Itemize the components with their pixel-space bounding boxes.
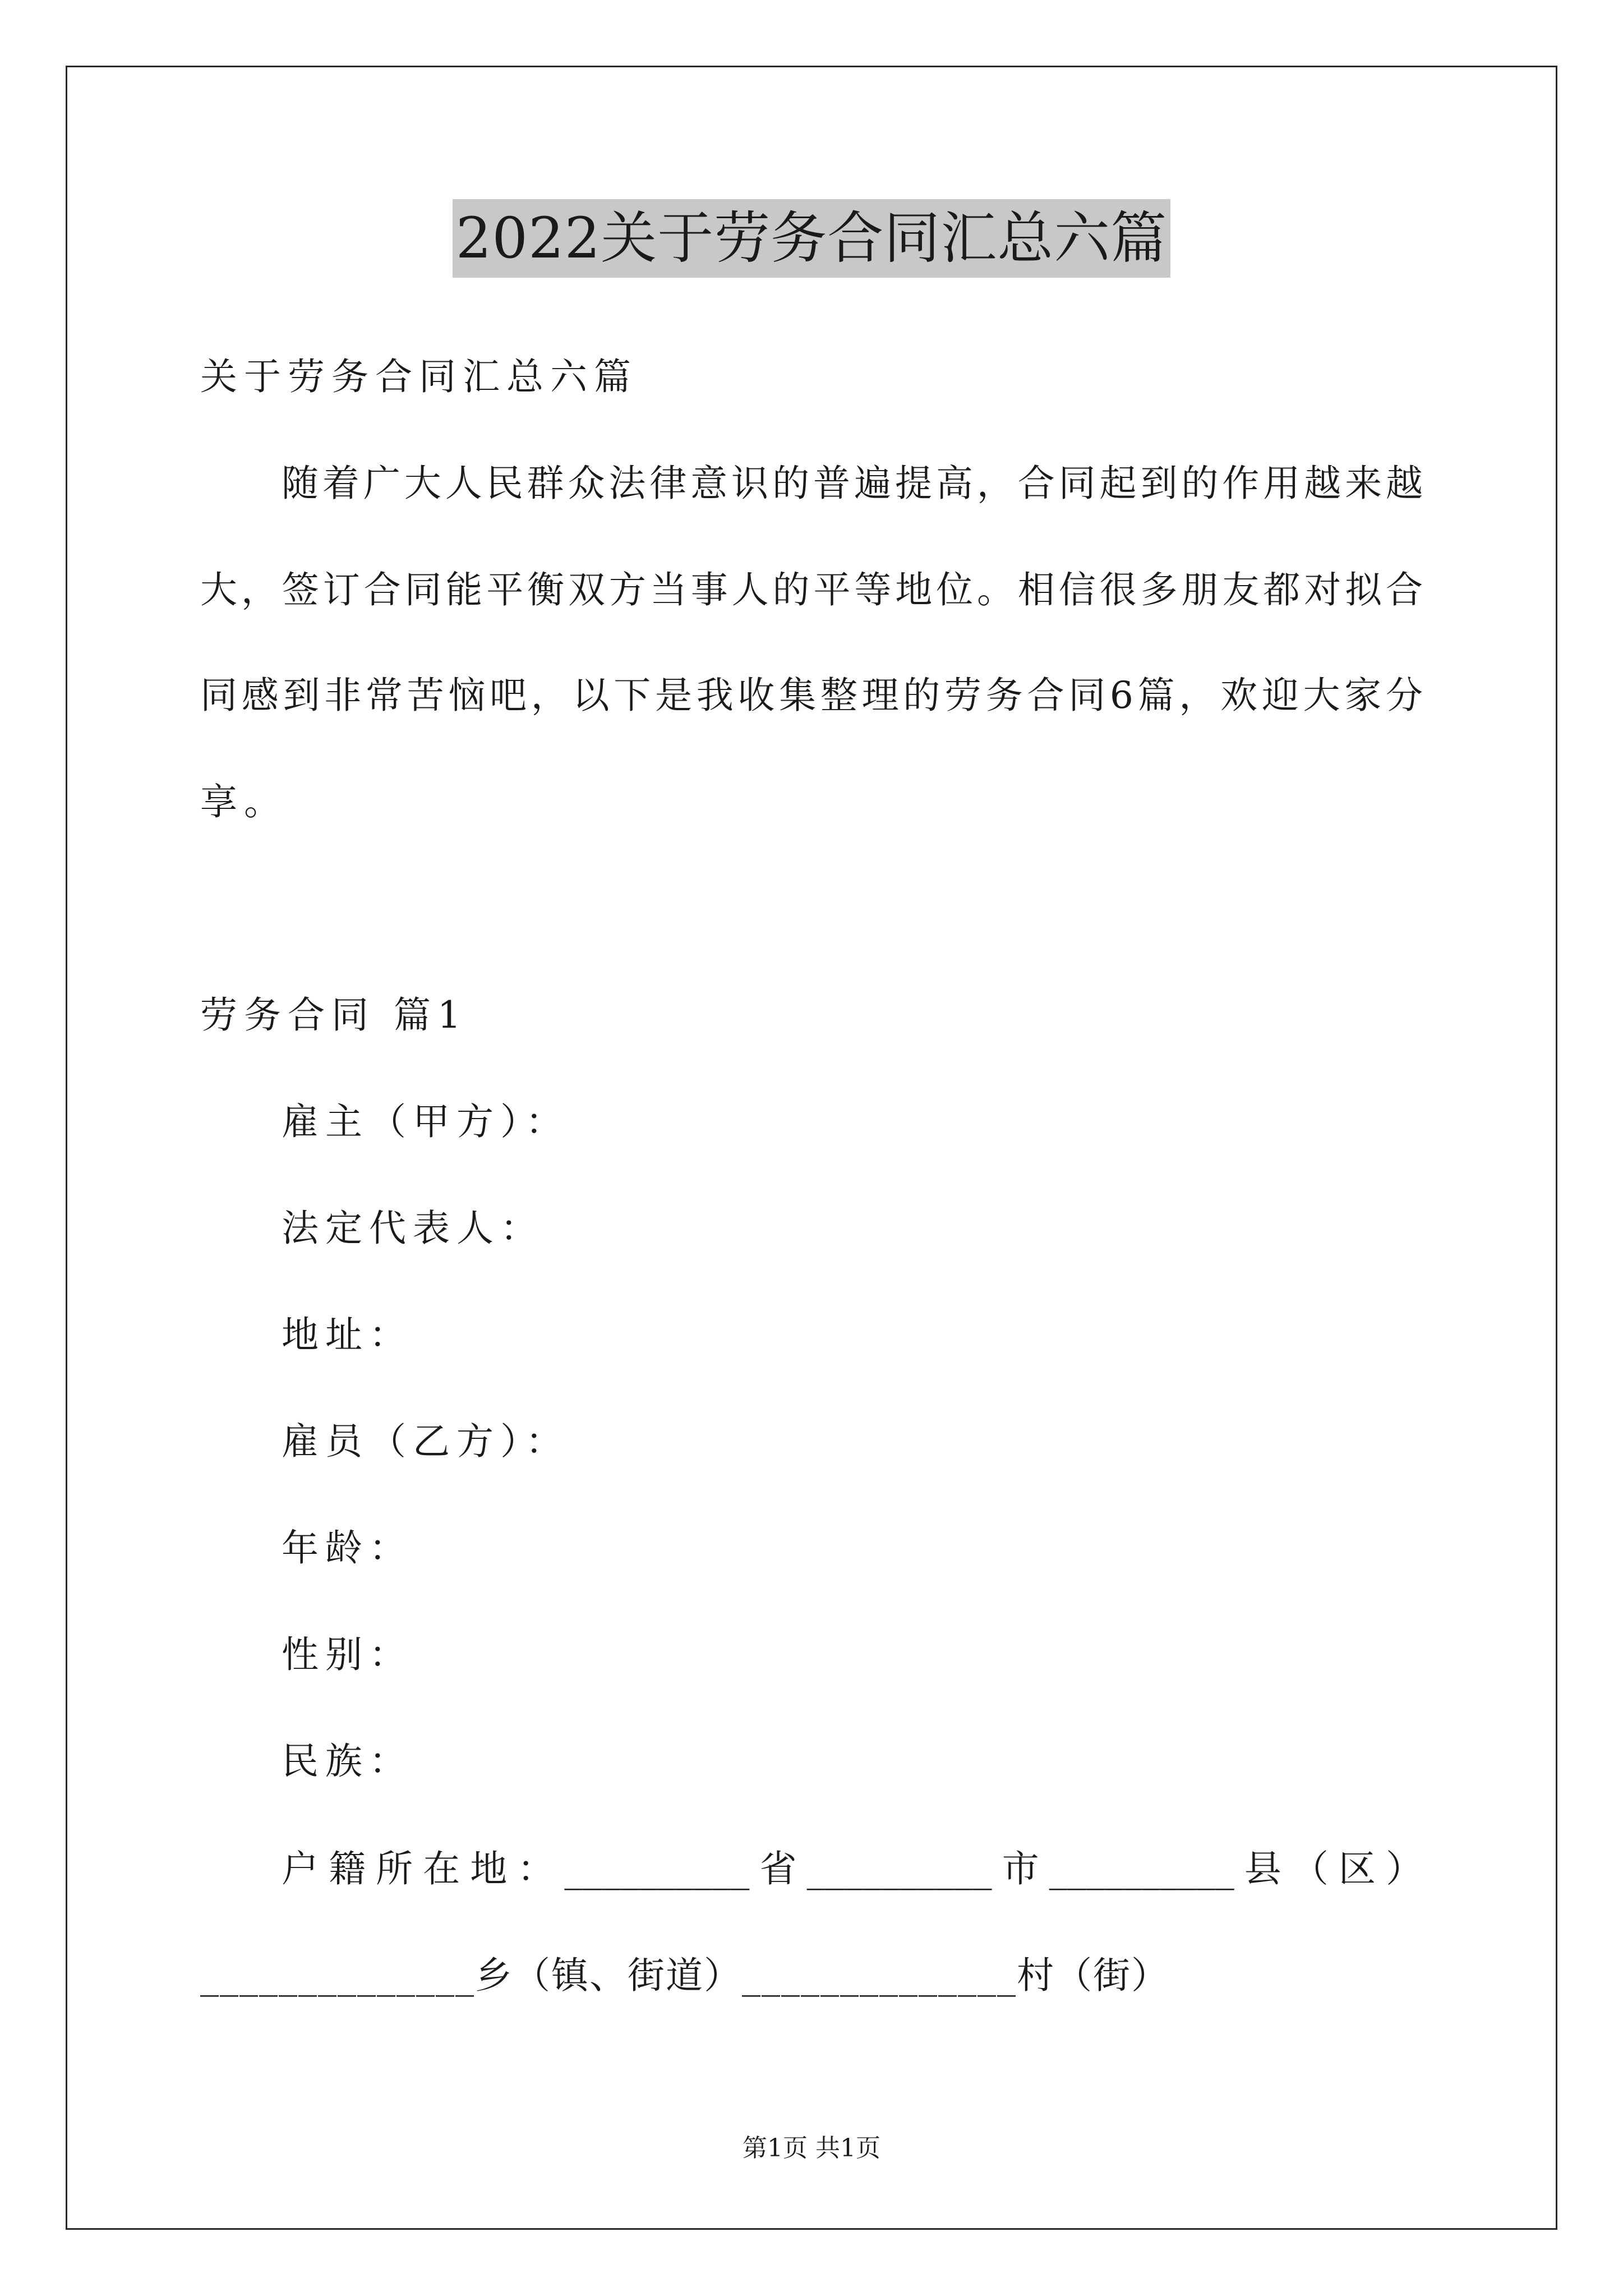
- field-age: 年龄：: [282, 1526, 413, 1570]
- field-household-registration: 户籍所在地：__________省__________市__________县（区）: [282, 1847, 1423, 1890]
- document-title: 2022关于劳务合同汇总六篇: [453, 199, 1171, 278]
- intro-line-4: 享。: [200, 780, 288, 823]
- intro-line-2: 大，签订合同能平衡双方当事人的平等地位。相信很多朋友都对拟合: [200, 568, 1423, 611]
- intro-line-3: 同感到非常苦恼吧，以下是我收集整理的劳务合同6篇，欢迎大家分: [200, 674, 1423, 717]
- intro-line-1: 随着广大人民群众法律意识的普遍提高，合同起到的作用越来越: [282, 462, 1423, 505]
- section-heading: 劳务合同 篇1: [200, 993, 468, 1037]
- document-subtitle: 关于劳务合同汇总六篇: [200, 355, 638, 398]
- field-address: 地址：: [282, 1313, 413, 1356]
- field-employer: 雇主（甲方）：: [282, 1100, 569, 1143]
- title-container: [0, 199, 1623, 278]
- page-footer: 第1页 共1页: [743, 2134, 880, 2162]
- field-legal-representative: 法定代表人：: [282, 1207, 544, 1250]
- field-ethnicity: 民族：: [282, 1740, 413, 1783]
- field-gender: 性别：: [282, 1633, 413, 1676]
- field-household-registration-continued: ______________乡（镇、街道）______________村（街）: [200, 1954, 1169, 1997]
- field-employee: 雇员（乙方）：: [282, 1420, 569, 1463]
